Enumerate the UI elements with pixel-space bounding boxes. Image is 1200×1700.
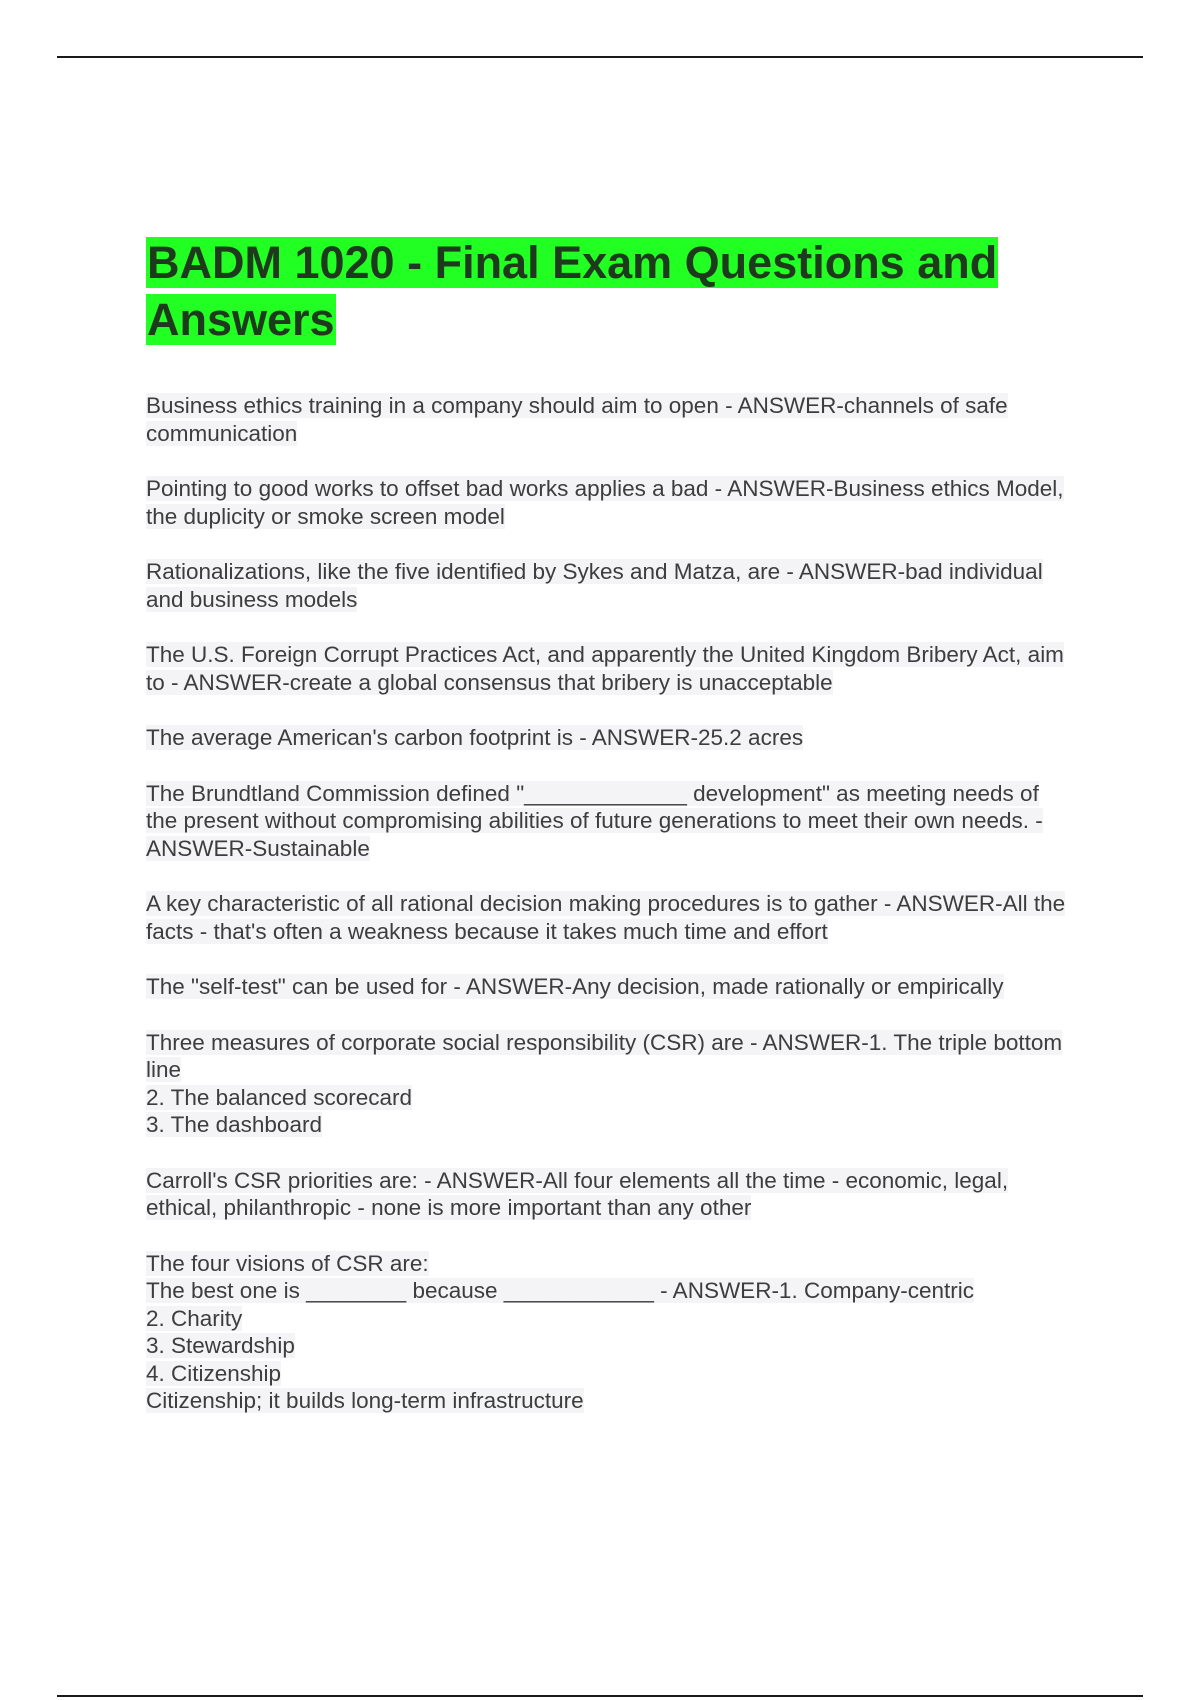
qa-item bbox=[146, 724, 1076, 752]
qa-text: Carroll's CSR priorities are: - ANSWER-All four elements all the time - economic, legal, ethical, philanthropic - none is more important than any other bbox=[146, 1167, 1009, 1220]
qa-text: The "self-test" can be used for - ANSWER-Any decision, made rationally or empirically bbox=[146, 974, 1004, 999]
top-rule bbox=[57, 56, 1143, 58]
qa-item bbox=[146, 475, 1076, 530]
qa-item bbox=[146, 973, 1076, 1001]
qa-item bbox=[146, 1029, 1076, 1139]
qa-text: The U.S. Foreign Corrupt Practices Act, and apparently the United Kingdom Bribery Act, aim to - ANSWER-create a global consensus that bribery is unacceptable bbox=[146, 642, 1064, 695]
qa-text: Rationalizations, like the five identified by Sykes and Matza, are - ANSWER-bad individual and business models bbox=[146, 559, 1043, 612]
qa-text: Pointing to good works to offset bad works applies a bad - ANSWER-Business ethics Model, the duplicity or smoke screen model bbox=[146, 476, 1064, 529]
qa-item bbox=[146, 392, 1076, 447]
document-body bbox=[146, 234, 1076, 1443]
qa-item bbox=[146, 558, 1076, 613]
qa-item bbox=[146, 1250, 1076, 1415]
qa-text: Business ethics training in a company should aim to open - ANSWER-channels of safe communication bbox=[146, 393, 1008, 446]
title-highlight: BADM 1020 - Final Exam Questions and Answers bbox=[147, 237, 998, 345]
qa-text: Three measures of corporate social responsibility (CSR) are - ANSWER-1. The triple bottom line 2. The balanced scorecard 3. The dashboard bbox=[146, 1029, 1063, 1137]
bottom-rule bbox=[57, 1695, 1143, 1697]
qa-item bbox=[146, 641, 1076, 696]
qa-item bbox=[146, 780, 1076, 863]
document-title bbox=[146, 234, 1076, 348]
qa-text: The Brundtland Commission defined "_____________ development" as meeting needs of the present without compromising abilities of future generations to meet their own needs. - ANSWER-Sustainable bbox=[146, 780, 1043, 861]
qa-text: A key characteristic of all rational decision making procedures is to gather - ANSWER-All the facts - that's often a weakness because it takes much time and effort bbox=[146, 891, 1066, 944]
qa-item bbox=[146, 890, 1076, 945]
qa-text: The four visions of CSR are: The best one is ________ because ____________ - ANSWER-1. Company-centric 2. Charity 3. Stewardship 4. Citizenship Citizenship; it builds long-term infrastructure bbox=[146, 1250, 975, 1413]
qa-item bbox=[146, 1167, 1076, 1222]
qa-text: The average American's carbon footprint is - ANSWER-25.2 acres bbox=[146, 725, 804, 750]
